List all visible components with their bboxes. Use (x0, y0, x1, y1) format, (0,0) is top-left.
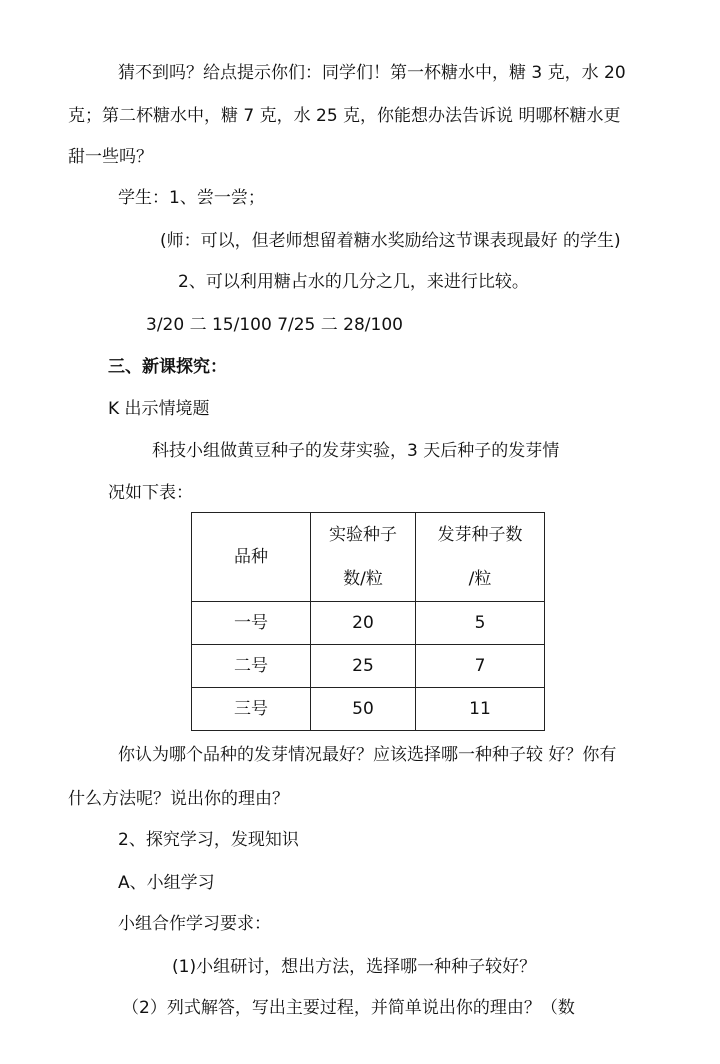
method-two: 2、可以利用糖占水的几分之几，来进行比较。 (178, 272, 529, 292)
requirements-heading: 小组合作学习要求： (118, 914, 271, 934)
question-line: 你认为哪个品种的发芽情况最好？应该选择哪一种种子较 好？你有 (118, 745, 617, 765)
group-study-label: A、小组学习 (118, 873, 215, 893)
header-tested-seeds: 实验种子 数/粒 (311, 513, 416, 602)
cell-variety: 三号 (192, 688, 311, 731)
paragraph-line: 猜不到吗？给点提示你们：同学们！第一杯糖水中，糖 3 克，水 20 (118, 63, 626, 83)
table-row (192, 645, 545, 688)
germination-table (191, 512, 545, 731)
paragraph-line: 克；第二杯糖水中，糖 7 克，水 25 克，你能想办法告诉说 明哪杯糖水更 (68, 106, 621, 126)
intro-line: 科技小组做黄豆种子的发芽实验，3 天后种子的发芽情 (152, 441, 560, 461)
requirement-item: (1)小组研讨，想出方法，选择哪一种种子较好？ (172, 957, 537, 977)
table-header-row (192, 513, 545, 602)
fraction-comparison: 3/20 二 15/100 7/25 二 28/100 (146, 315, 403, 335)
cell-sprouted: 5 (416, 602, 545, 645)
header-sprouted-seeds: 发芽种子数 /粒 (416, 513, 545, 602)
paragraph-line: 甜一些吗？ (68, 147, 153, 167)
cell-variety: 二号 (192, 645, 311, 688)
cell-tested: 50 (311, 688, 416, 731)
cell-tested: 25 (311, 645, 416, 688)
table-row (192, 602, 545, 645)
requirement-item: （2）列式解答，写出主要过程，并简单说出你的理由？（数 (122, 998, 575, 1018)
scenario-label: K 出示情境题 (108, 399, 210, 419)
cell-sprouted: 11 (416, 688, 545, 731)
step-heading: 2、探究学习，发现知识 (118, 830, 299, 850)
student-answer: 学生：1、尝一尝； (118, 188, 265, 208)
section-heading: 三、新课探究： (108, 357, 227, 377)
cell-sprouted: 7 (416, 645, 545, 688)
question-line: 什么方法呢？说出你的理由？ (68, 789, 289, 809)
cell-tested: 20 (311, 602, 416, 645)
teacher-note: (师：可以，但老师想留着糖水奖励给这节课表现最好 的学生) (160, 231, 621, 251)
header-variety: 品种 (192, 513, 311, 602)
intro-line: 况如下表： (108, 483, 193, 503)
table-row (192, 688, 545, 731)
cell-variety: 一号 (192, 602, 311, 645)
